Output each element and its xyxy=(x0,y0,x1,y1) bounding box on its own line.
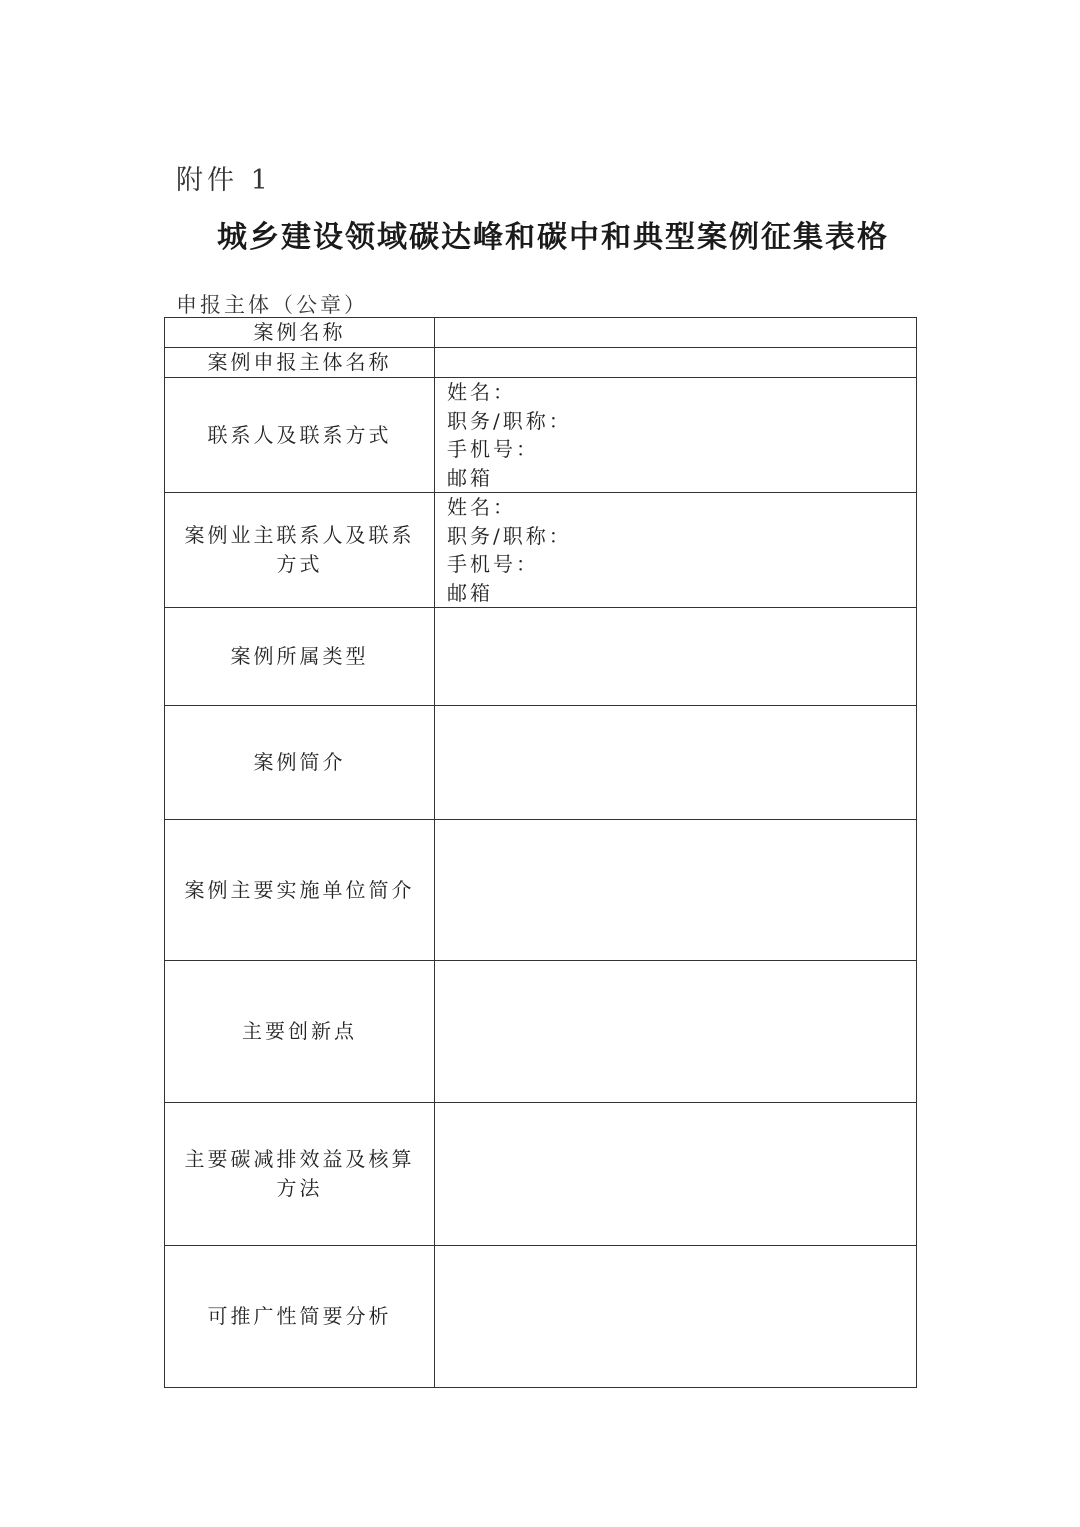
row-case-type xyxy=(165,608,917,706)
owner-name-label: 姓名： xyxy=(447,495,516,519)
row-replicability xyxy=(165,1246,917,1388)
contact-label: 联系人及联系方式 xyxy=(165,378,435,493)
row-owner-contact xyxy=(165,493,917,608)
replicability-field[interactable] xyxy=(435,1246,917,1388)
case-intro-field[interactable] xyxy=(435,706,917,820)
owner-phone-label: 手机号： xyxy=(447,552,539,576)
applicant-name-field[interactable] xyxy=(435,348,917,378)
contact-field[interactable] xyxy=(435,378,917,493)
case-name-label: 案例名称 xyxy=(165,318,435,348)
contact-phone-label: 手机号： xyxy=(447,437,539,461)
contact-email-label: 邮箱 xyxy=(447,465,493,490)
row-carbon-reduction xyxy=(165,1103,917,1246)
case-type-field[interactable] xyxy=(435,608,917,706)
row-case-intro xyxy=(165,706,917,820)
carbon-reduction-field[interactable] xyxy=(435,1103,917,1246)
document-title: 城乡建设领域碳达峰和碳中和典型案例征集表格 xyxy=(217,220,889,255)
carbon-reduction-label: 主要碳减排效益及核算方法 xyxy=(165,1103,435,1246)
applicant-name-label: 案例申报主体名称 xyxy=(165,348,435,378)
row-contact xyxy=(165,378,917,493)
case-name-field[interactable] xyxy=(435,318,917,348)
owner-position-label: 职务/职称： xyxy=(447,523,572,548)
contact-name-label: 姓名： xyxy=(447,380,516,404)
case-form-table xyxy=(164,317,917,1388)
owner-email-label: 邮箱 xyxy=(447,580,493,605)
innovations-field[interactable] xyxy=(435,961,917,1103)
implementer-intro-label: 案例主要实施单位简介 xyxy=(165,820,435,961)
row-innovations xyxy=(165,961,917,1103)
row-applicant-name xyxy=(165,348,917,378)
attachment-label: 附件 1 xyxy=(176,165,272,196)
case-intro-label: 案例简介 xyxy=(165,706,435,820)
replicability-label: 可推广性简要分析 xyxy=(165,1246,435,1388)
case-type-label: 案例所属类型 xyxy=(165,608,435,706)
contact-position-label: 职务/职称： xyxy=(447,408,572,433)
stamp-label: 申报主体（公章） xyxy=(176,293,368,317)
implementer-intro-field[interactable] xyxy=(435,820,917,961)
row-case-name xyxy=(165,318,917,348)
owner-contact-field[interactable] xyxy=(435,493,917,608)
owner-contact-label: 案例业主联系人及联系方式 xyxy=(165,493,435,608)
row-implementer-intro xyxy=(165,820,917,961)
innovations-label: 主要创新点 xyxy=(165,961,435,1103)
